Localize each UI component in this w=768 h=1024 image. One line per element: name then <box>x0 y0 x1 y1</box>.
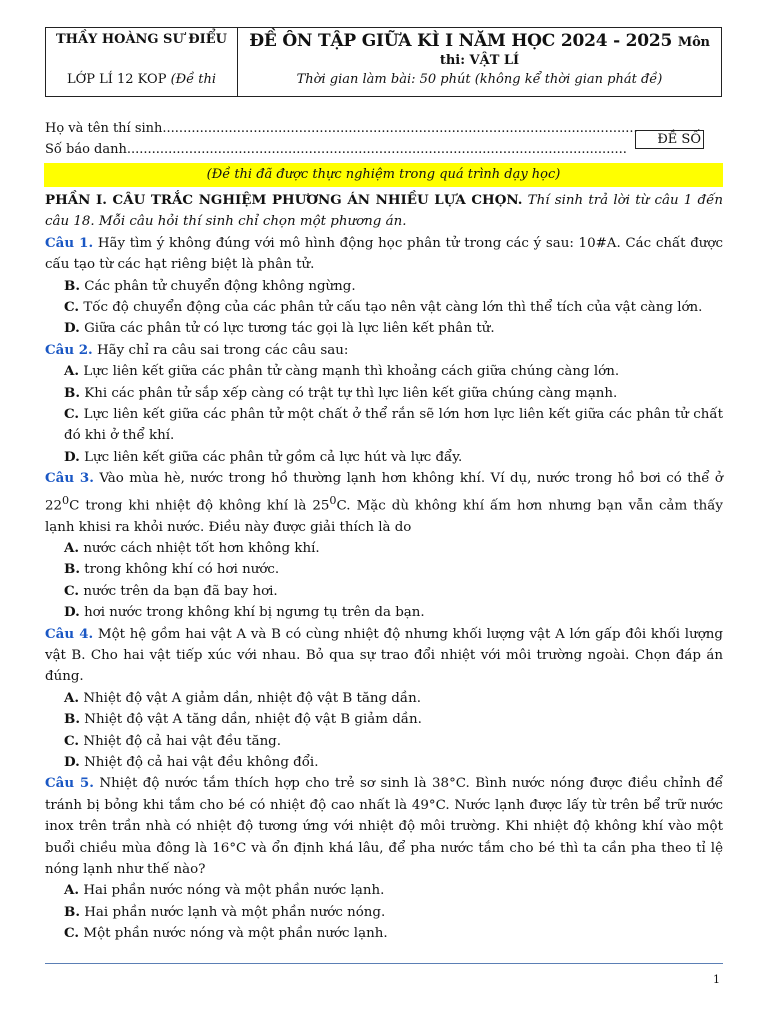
option <box>45 581 723 602</box>
question-text: Hãy chỉ ra câu sai trong các câu sau: <box>96 342 349 358</box>
option-key: C. <box>64 406 80 423</box>
option <box>45 880 723 901</box>
option-text: Tốc độ chuyển động của các phân tử cấu tạo nên vật càng lớn thì thể tích của vật càng lớn. <box>83 300 703 316</box>
question-label: Câu 2. <box>45 341 93 358</box>
option-text: nước cách nhiệt tốt hơn không khí. <box>83 540 320 556</box>
option <box>45 688 723 709</box>
option-key: B. <box>64 384 80 401</box>
question-2 <box>45 340 723 361</box>
option-text: Hai phần nước nóng và một phần nước lạnh. <box>83 883 385 899</box>
page-number: 1 <box>713 973 720 986</box>
option-text: trong không khí có hơi nước. <box>84 562 280 578</box>
class-note: (Đề thi <box>170 72 217 87</box>
question-4 <box>45 624 723 688</box>
option-key: D. <box>64 448 80 465</box>
question-label: Câu 3. <box>45 470 94 487</box>
option-text: Khi các phân tử sắp xếp càng có trật tự thì lực liên kết giữa chúng càng mạnh. <box>84 385 618 401</box>
exam-subject: thi: VẬT LÍ <box>439 53 520 68</box>
exam-code-box: ĐỀ SỐ <box>635 130 704 149</box>
option-text: hơi nước trong không khí bị ngưng tụ trên da bạn. <box>84 605 425 621</box>
class-text: LỚP LÍ 12 KOP <box>66 72 167 87</box>
question-text-part: C. Mặc dù không khí ấm hơn nhưng bạn vẫn cảm thấy lạnh khisi ra khỏi nước. Điều này được giải thích là do <box>45 498 723 535</box>
option-text: Lực liên kết giữa các phân tử một chất ở thể rắn sẽ lớn hơn lực liên kết giữa các phân tử chất đó khi ở thể khí. <box>64 407 724 444</box>
exam-title-mon: Môn <box>677 35 710 50</box>
option <box>45 923 723 944</box>
question-5 <box>45 773 723 880</box>
question-text-part: C trong khi nhiệt độ không khí là 25 <box>69 498 330 514</box>
class-line <box>46 70 237 89</box>
question-text: Hãy tìm ý không đúng với mô hình động học phân tử trong các ý sau: 10#A. Các chất được cấu tạo từ các hạt riêng biệt là phân tử. <box>45 235 723 273</box>
option-key: A. <box>64 363 80 380</box>
option-key: C. <box>64 582 80 599</box>
header-table <box>45 27 722 97</box>
candidate-name-line: Họ và tên thí sinh................................................................................................................... <box>45 121 638 136</box>
option-key: D. <box>64 320 80 337</box>
option-key: C. <box>64 299 80 316</box>
option <box>45 447 723 468</box>
option-text: Nhiệt độ cả hai vật đều không đổi. <box>84 755 319 771</box>
option-text: Hai phần nước lạnh và một phần nước nóng. <box>84 904 386 920</box>
option-key: A. <box>64 539 80 556</box>
degree-superscript: 0 <box>62 493 70 507</box>
question-label: Câu 4. <box>45 625 94 642</box>
option-key: B. <box>64 277 80 294</box>
option-key: A. <box>64 882 80 899</box>
question-text-part: Vào mùa hè, nước trong hồ thường lạnh hơn không khí. Ví dụ, nước trong hồ bơi có thể ở 22 <box>45 471 723 514</box>
option <box>45 404 723 447</box>
exam-title-text: ĐỀ ÔN TẬP GIỮA KÌ I NĂM HỌC 2024 - 2025 <box>249 31 673 51</box>
exam-time: Thời gian làm bài: 50 phút (không kể thời gian phát đề) <box>296 72 663 87</box>
option-text: Giữa các phân tử có lực tương tác gọi là lực liên kết phân tử. <box>84 321 495 337</box>
option <box>45 559 723 580</box>
option-key: C. <box>64 732 80 749</box>
option <box>45 602 723 623</box>
option <box>45 383 723 404</box>
question-label: Câu 5. <box>45 775 94 792</box>
option-text: Các phân tử chuyển động không ngừng. <box>84 278 356 294</box>
option-key: B. <box>64 561 80 578</box>
option-key: D. <box>64 754 80 771</box>
option <box>45 361 723 382</box>
question-text: Nhiệt độ nước tắm thích hợp cho trẻ sơ sinh là 38°C. Bình nước nóng được điều chỉnh để tránh bị bỏng khi tắm cho bé có nhiệt độ cao nhất là 49°C. Nước lạnh được lấy từ trên bể trữ nước inox trên trần nhà có nhiệt độ tương ứng với nhiệt độ môi trường. Khi nhiệt độ không khí vào một buổi chiều mùa đông là 16°C và ổn định khá lâu, để pha nước tắm cho bé thì ta cần pha theo tỉ lệ nóng lạnh như thế nào? <box>45 776 723 878</box>
option-text: Lực liên kết giữa các phân tử gồm cả lực hút và lực đẩy. <box>84 449 463 465</box>
exam-body <box>45 190 723 945</box>
question-text: Một hệ gồm hai vật A và B có cùng nhiệt độ nhưng khối lượng vật A lớn gấp đôi khối lượng vật B. Cho hai vật tiếp xúc với nhau. Bỏ qua sự trao đổi nhiệt với môi trường ngoài. Chọn đáp án đúng. <box>45 626 723 685</box>
option-key: B. <box>64 711 80 728</box>
degree-superscript: 0 <box>329 493 337 507</box>
option-text: Nhiệt độ cả hai vật đều tăng. <box>83 733 282 749</box>
question-label: Câu 1. <box>45 234 94 251</box>
option-key: C. <box>64 925 80 942</box>
header-right-cell <box>238 28 721 96</box>
option-key: D. <box>64 604 80 621</box>
candidate-id-line: Số báo danh......................................................................................................................... <box>45 142 627 157</box>
option <box>45 902 723 923</box>
option-text: Lực liên kết giữa các phân tử càng mạnh thì khoảng cách giữa chúng càng lớn. <box>83 364 620 380</box>
part1-instruction: Thí sinh trả lời từ câu 1 đến câu 18. Mỗi câu hỏi thí sinh chỉ chọn một phương án. <box>45 193 723 230</box>
option <box>45 709 723 730</box>
part1-heading <box>45 190 723 233</box>
option-key: B. <box>64 903 80 920</box>
option-text: Nhiệt độ vật A giảm dần, nhiệt độ vật B tăng dần. <box>83 690 421 706</box>
option <box>45 538 723 559</box>
option-text: nước trên da bạn đã bay hơi. <box>83 583 278 599</box>
option-key: A. <box>64 689 80 706</box>
option-text: Một phần nước nóng và một phần nước lạnh. <box>83 926 388 942</box>
option <box>45 752 723 773</box>
option-text: Nhiệt độ vật A tăng dần, nhiệt độ vật B giảm dần. <box>84 712 422 728</box>
question-3 <box>45 468 723 538</box>
header-left-cell <box>46 28 238 96</box>
question-1 <box>45 233 723 276</box>
option <box>45 731 723 752</box>
option <box>45 297 723 318</box>
school-name: THẦY HOÀNG SƯ ĐIỂU <box>56 32 227 47</box>
highlight-note: (Đề thi đã được thực nghiệm trong quá trình dạy học) <box>44 163 723 187</box>
part1-title: PHẦN I. CÂU TRẮC NGHIỆM PHƯƠNG ÁN NHIỀU LỰA CHỌN. <box>45 192 523 208</box>
option <box>45 318 723 339</box>
footer-divider <box>45 963 723 964</box>
option <box>45 276 723 297</box>
